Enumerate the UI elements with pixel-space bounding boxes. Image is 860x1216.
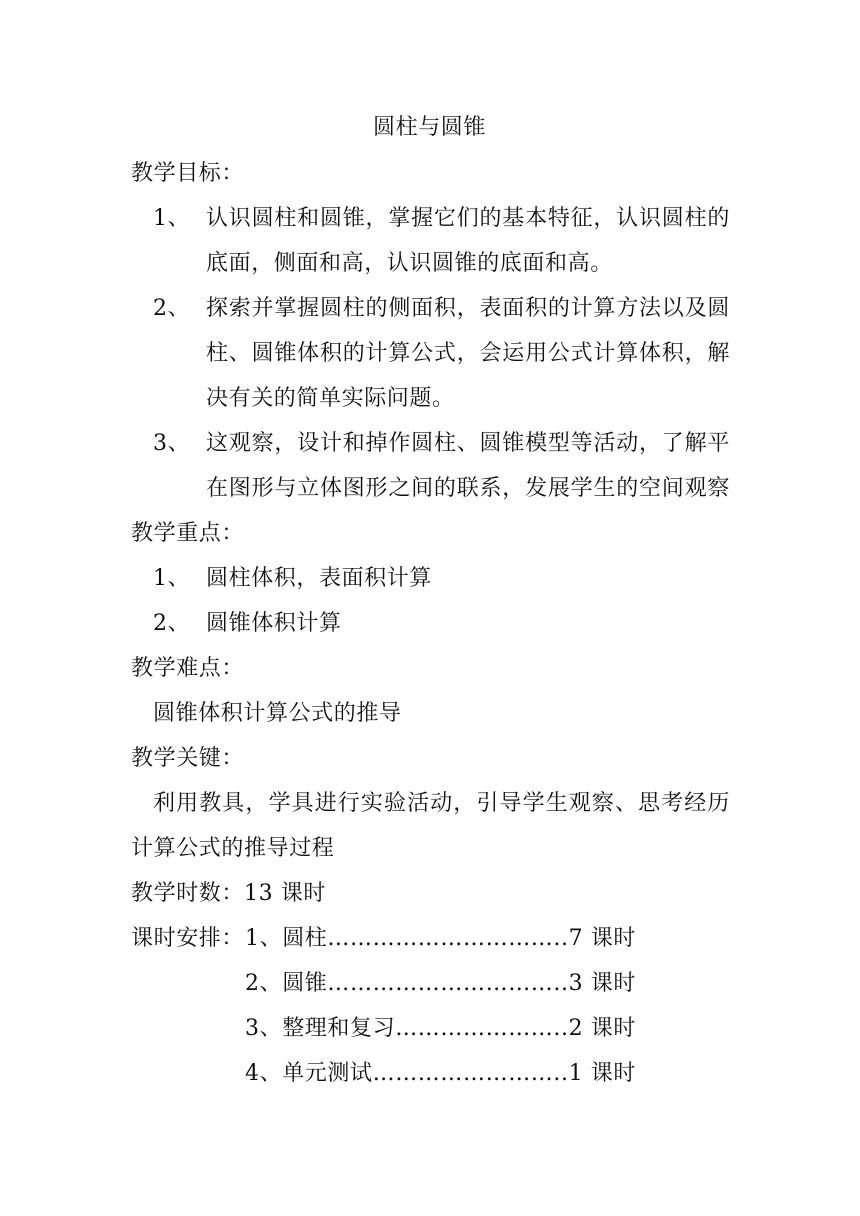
goal-2-line-1: 探索并掌握圆柱的侧面积，表面积的计算方法以及圆 bbox=[206, 296, 730, 321]
key-point-2-number: 2、 bbox=[153, 611, 191, 636]
key-point-2-text: 圆锥体积计算 bbox=[206, 611, 342, 636]
key-heading: 教学关键： bbox=[131, 746, 245, 771]
goal-1-line-2: 底面，侧面和高，认识圆锥的底面和高。 bbox=[206, 251, 613, 276]
key-line-1: 利用教具，学具进行实验活动，引导学生观察、思考经历 bbox=[153, 791, 730, 816]
goal-3-line-2: 在图形与立体图形之间的联系，发展学生的空间观察 bbox=[206, 476, 730, 501]
hours-line bbox=[131, 879, 326, 909]
schedule-item-1: 1、圆柱…………………………..7 课时 bbox=[245, 926, 636, 951]
key-line-2: 计算公式的推导过程 bbox=[131, 836, 335, 861]
schedule-item-4: 4、单元测试……………………..1 课时 bbox=[245, 1061, 636, 1086]
key-points-heading: 教学重点： bbox=[131, 521, 245, 546]
goal-2-line-2: 柱、圆锥体积的计算公式，会运用公式计算体积，解 bbox=[206, 341, 730, 366]
goals-heading: 教学目标： bbox=[131, 161, 245, 186]
goal-3-number: 3、 bbox=[153, 431, 191, 456]
schedule-label: 课时安排： bbox=[131, 926, 245, 951]
key-point-1-text: 圆柱体积，表面积计算 bbox=[206, 566, 433, 591]
goal-1-number: 1、 bbox=[153, 206, 191, 231]
difficulty-text: 圆锥体积计算公式的推导 bbox=[153, 701, 402, 726]
hours-label: 教学时数： bbox=[131, 881, 245, 906]
schedule-item-3: 3、整理和复习…………………..2 课时 bbox=[245, 1016, 636, 1041]
goal-2-line-3: 决有关的简单实际问题。 bbox=[206, 386, 455, 411]
hours-value: 13 课时 bbox=[244, 881, 327, 906]
key-point-1-number: 1、 bbox=[153, 566, 191, 591]
goal-2-number: 2、 bbox=[153, 296, 191, 321]
document-title: 圆柱与圆锥 bbox=[373, 115, 487, 140]
difficulty-heading: 教学难点： bbox=[131, 656, 245, 681]
goal-3-line-1: 这观察，设计和掉作圆柱、圆锥模型等活动，了解平 bbox=[206, 431, 730, 456]
schedule-item-2: 2、圆锥…………………………..3 课时 bbox=[245, 971, 636, 996]
goal-1-line-1: 认识圆柱和圆锥，掌握它们的基本特征，认识圆柱的 bbox=[206, 206, 730, 231]
